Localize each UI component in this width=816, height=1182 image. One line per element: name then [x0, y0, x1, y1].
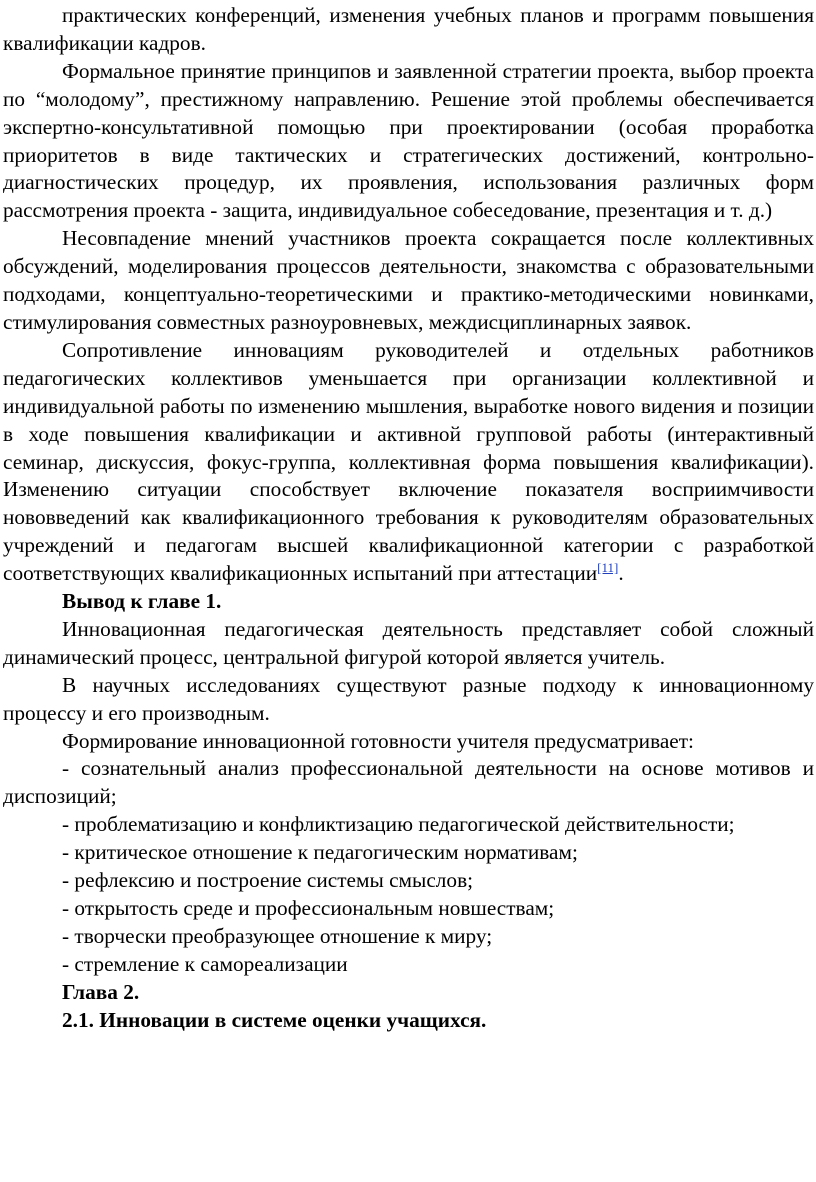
paragraph-research-approaches: В научных исследованиях существуют разные подходу к инновационному процессу и его производным.: [3, 672, 814, 725]
list-item-short: - рефлексию и построение системы смыслов;: [62, 868, 474, 893]
list-item-short: - критическое отношение к педагогическим нормативам;: [62, 840, 578, 865]
paragraph-resistance: [3, 337, 814, 588]
paragraph-formal-adoption: Формальное принятие принципов и заявленной стратегии проекта, выбор проекта по “молодому”, престижному направлению. Решение этой проблемы обеспечивается экспертно-консультативной помощью при проектировании (особая проработка приоритетов в виде тактических и стратегических достижений, контрольно-диагностических процедур, их проявления, использования различных форм рассмотрения проекта - защита, индивидуальное собеседование, презентация и т. д.): [3, 58, 814, 223]
paragraph-innovative-activity: Инновационная педагогическая деятельность представляет собой сложный динамический процесс, центральной фигурой которой является учитель.: [3, 616, 814, 669]
list-item: - сознательный анализ профессиональной деятельности на основе мотивов и диспозиций;: [3, 756, 814, 809]
list-item-short: - творчески преобразующее отношение к миру;: [62, 923, 493, 948]
list-item-short: - открытость среде и профессиональным новшествам;: [62, 896, 555, 920]
list-item-short: - стремление к самореализации: [62, 951, 348, 976]
section-heading: 2.1. Инновации в системе оценки учащихся.: [62, 1007, 487, 1032]
chapter-heading: Глава 2.: [62, 979, 140, 1004]
paragraph-resistance-text: Сопротивление инновациям руководителей и отдельных работников педагогических коллективов уменьшается при организации коллективной и индивидуальной работы по изменению мышления, выработке нового видения и позиции в ходе повышения квалификации и активной групповой работы (интерактивный семинар, дискуссия, фокус-группа, коллективная форма повышения квалификации). Изменению ситуации способствует включение показателя восприимчивости нововведений как квалификационного требования к руководителям образовательных учреждений и педагогам высшей квалификационной категории с разработкой соответствующих квалификационных испытаний при аттестации: [3, 337, 814, 586]
list-item: - проблематизацию и конфликтизацию педагогической действительности;: [62, 812, 735, 837]
paragraph-readiness-intro: Формирование инновационной готовности учителя предусматривает:: [62, 728, 694, 753]
section-heading-chapter1-conclusion: Вывод к главе 1.: [62, 589, 222, 614]
paragraph-resistance-tail: .: [618, 561, 624, 586]
paragraph-continuation: практических конференций, изменения учебных планов и программ повышения квалификации кадров.: [3, 3, 814, 55]
paragraph-opinion-mismatch: Несовпадение мнений участников проекта сокращается после коллективных обсуждений, моделирования процессов деятельности, знакомства с образовательными подходами, концептуально-теоретическими и практико-методическими новинками, стимулирования совместных разноуровневых, междисциплинарных заявок.: [3, 226, 814, 334]
footnote-link[interactable]: [11]: [597, 560, 619, 576]
